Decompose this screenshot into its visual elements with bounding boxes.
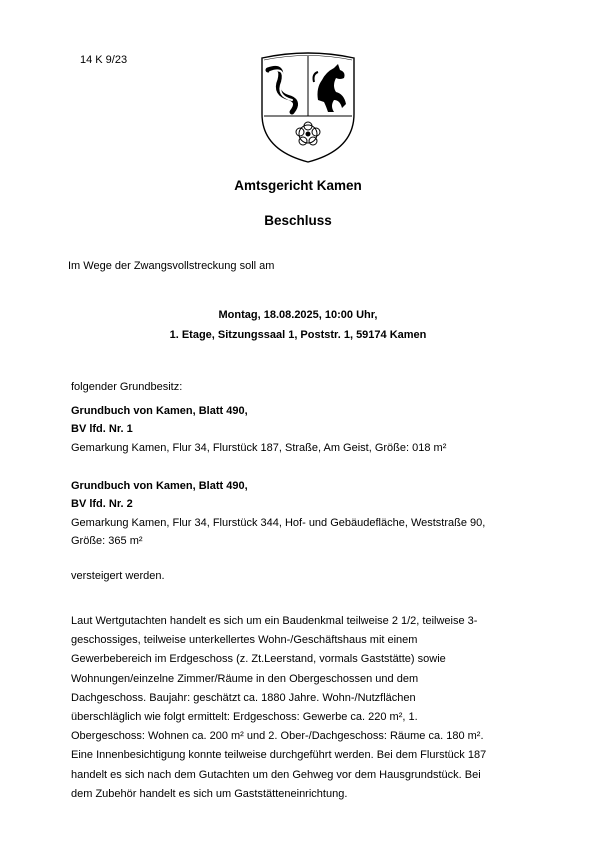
valuation-line: Laut Wertgutachten handelt es sich um ein Baudenkmal teilweise 2 1/2, teilweise 3- xyxy=(71,615,478,627)
valuation-line: Obergeschoss: Wohnen ca. 200 m² und 2. Ober-/Dachgeschoss: Räume ca. 180 m². xyxy=(71,730,484,743)
valuation-paragraph xyxy=(71,612,531,804)
property-2-description-line-1: Gemarkung Kamen, Flur 34, Flurstück 344, Hof- und Gebäudefläche, Weststraße 90, xyxy=(71,517,486,529)
valuation-line: Eine Innenbesichtigung konnte teilweise durchgeführt werden. Bei dem Flurstück 187 xyxy=(71,749,487,762)
property-2-description-line-2: Größe: 365 m² xyxy=(71,535,143,547)
coat-of-arms-emblem xyxy=(256,50,360,164)
closing-text: versteigert werden. xyxy=(71,570,165,582)
property-1-register: Grundbuch von Kamen, Blatt 490, xyxy=(71,405,248,417)
property-intro: folgender Grundbesitz: xyxy=(71,381,183,393)
valuation-line: Gewerbebereich im Erdgeschoss (z. Zt.Leerstand, vormals Gaststätte) sowie xyxy=(71,653,446,666)
valuation-line: handelt es sich nach dem Gutachten um den Gehweg vor dem Hausgrundstück. Bei xyxy=(71,768,481,781)
appointment-date: Montag, 18.08.2025, 10:00 Uhr, xyxy=(218,309,378,321)
valuation-line: überschläglich wie folgt ermittelt: Erdgeschoss: Gewerbe ca. 220 m², 1. xyxy=(71,711,418,724)
property-2-register: Grundbuch von Kamen, Blatt 490, xyxy=(71,480,248,492)
property-2-item: BV lfd. Nr. 2 xyxy=(71,498,133,510)
case-number: 14 K 9/23 xyxy=(80,54,128,66)
court-name: Amtsgericht Kamen xyxy=(234,178,362,193)
intro-text: Im Wege der Zwangsvollstreckung soll am xyxy=(68,260,275,272)
document-title: Beschluss xyxy=(264,213,332,228)
appointment-location: 1. Etage, Sitzungssaal 1, Poststr. 1, 59174 Kamen xyxy=(169,329,427,341)
valuation-line: Wohnungen/einzelne Zimmer/Räume in den Obergeschossen und dem xyxy=(71,672,419,685)
valuation-line: dem Zubehör handelt es sich um Gaststätteneinrichtung. xyxy=(71,787,348,800)
valuation-line: geschossiges, teilweise unterkellertes Wohn-/Geschäftshaus mit einem xyxy=(71,634,418,647)
property-1-description: Gemarkung Kamen, Flur 34, Flurstück 187, Straße, Am Geist, Größe: 018 m² xyxy=(71,442,447,454)
valuation-line: Dachgeschoss. Baujahr: geschätzt ca. 1880 Jahre. Wohn-/Nutzflächen xyxy=(71,691,416,704)
property-1-item: BV lfd. Nr. 1 xyxy=(71,423,133,435)
